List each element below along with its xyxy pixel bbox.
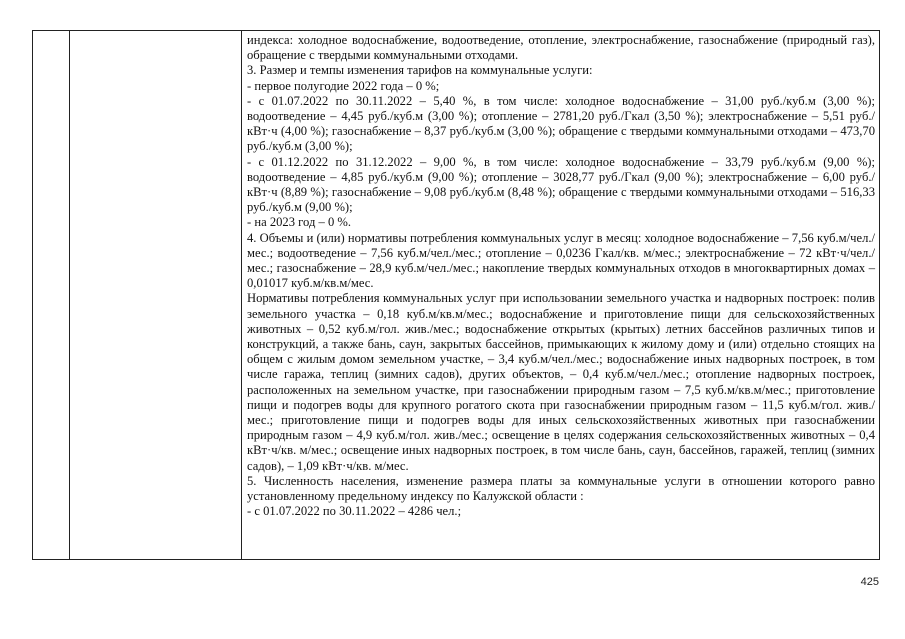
- table-cell-content: [242, 31, 880, 560]
- paragraph: индекса: холодное водоснабжение, водоотведение, отопление, электроснабжение, газоснабжение (природный газ), обращение с твердыми коммунальными отходами.: [247, 33, 875, 63]
- paragraph: - первое полугодие 2022 года – 0 %;: [247, 78, 440, 93]
- table-cell-name: [70, 31, 242, 560]
- paragraph: 4. Объемы и (или) нормативы потребления коммунальных услуг в месяц: холодное водоснабжение – 7,56 куб.м/чел./мес.; водоотведение – 7,56 куб.м/чел./мес.; отопление – 0,0236 Гкал/кв. м/мес.; электроснабжение – 72 кВт·ч/чел./мес.; газоснабжение – 28,9 куб.м/чел./мес.; накопление твердых коммунальных отходов в многоквартирных домах – 0,01017 куб.м/кв.м/мес.: [247, 230, 875, 291]
- paragraph: - на 2023 год – 0 %.: [247, 215, 352, 230]
- paragraph: - с 01.07.2022 по 30.11.2022 – 5,40 %, в том числе: холодное водоснабжение – 31,00 руб./куб.м (3,00 %); водоотведение – 4,45 руб./куб.м (3,00 %); отопление – 2781,20 руб./Гкал (3,50 %); электроснабжение – 5,51 руб./кВт·ч (4,00 %); газоснабжение – 8,37 руб./куб.м (3,00 %); обращение с твердыми коммунальными отходами – 473,70 руб./куб.м (3,00 %);: [247, 93, 875, 154]
- paragraph: - с 01.07.2022 по 30.11.2022 – 4286 чел.;: [247, 504, 462, 519]
- table-row: [33, 31, 880, 560]
- content-text: [242, 31, 879, 559]
- table-cell-number: [33, 31, 70, 560]
- paragraph: Нормативы потребления коммунальных услуг при использовании земельного участка и надворных построек: полив земельного участка – 0,18 куб.м/кв.м/мес.; водоснабжение и приготовление пищи для сельскохозяйственных животных – 0,52 куб.м/гол. жив./мес.; водоснабжение открытых (крытых) летних бассейнов различных типов и конструкций, а также бань, саун, закрытых бассейнов, примыкающих к жилому дому и (или) отдельно стоящих на общем с жилым домом земельном участке, – 3,4 куб.м/чел./мес.; водоснабжение иных надворных построек, в том числе гаража, теплиц (зимних садов), других объектов, – 0,4 куб.м/чел./мес.; отопление надворных построек, расположенных на земельном участке, при газоснабжении природным газом – 7,5 куб.м/кв.м/мес.; приготовление пищи и подогрев воды для крупного рогатого скота при газоснабжении природным газом – 11,5 куб.м/гол. жив./мес.; приготовление пищи и подогрев воды для иных сельскохозяйственных животных при газоснабжении природным газом – 4,9 куб.м/гол. жив./мес.; освещение в целях содержания сельскохозяйственных животных – 0,4 кВт·ч/кв. м/мес.; освещение иных надворных построек, в том числе бань, саун, бассейнов, гаражей, теплиц (зимних садов), – 1,09 кВт·ч/кв. м/мес.: [247, 291, 875, 473]
- paragraph: - с 01.12.2022 по 31.12.2022 – 9,00 %, в том числе: холодное водоснабжение – 33,79 руб./куб.м (9,00 %); водоотведение – 4,85 руб./куб.м (9,00 %); отопление – 3028,77 руб./Гкал (9,00 %); электроснабжение – 6,00 руб./кВт·ч (8,89 %); газоснабжение – 9,08 руб./куб.м (8,48 %); обращение с твердыми коммунальными отходами – 516,33 руб./куб.м (9,00 %);: [247, 154, 875, 215]
- paragraph: 5. Численность населения, изменение размера платы за коммунальные услуги в отношении которого равно установленному предельному индексу по Калужской области :: [247, 473, 875, 504]
- document-table: [32, 30, 880, 560]
- page-number: 425: [860, 576, 879, 588]
- paragraph: 3. Размер и темпы изменения тарифов на коммунальные услуги:: [247, 63, 593, 78]
